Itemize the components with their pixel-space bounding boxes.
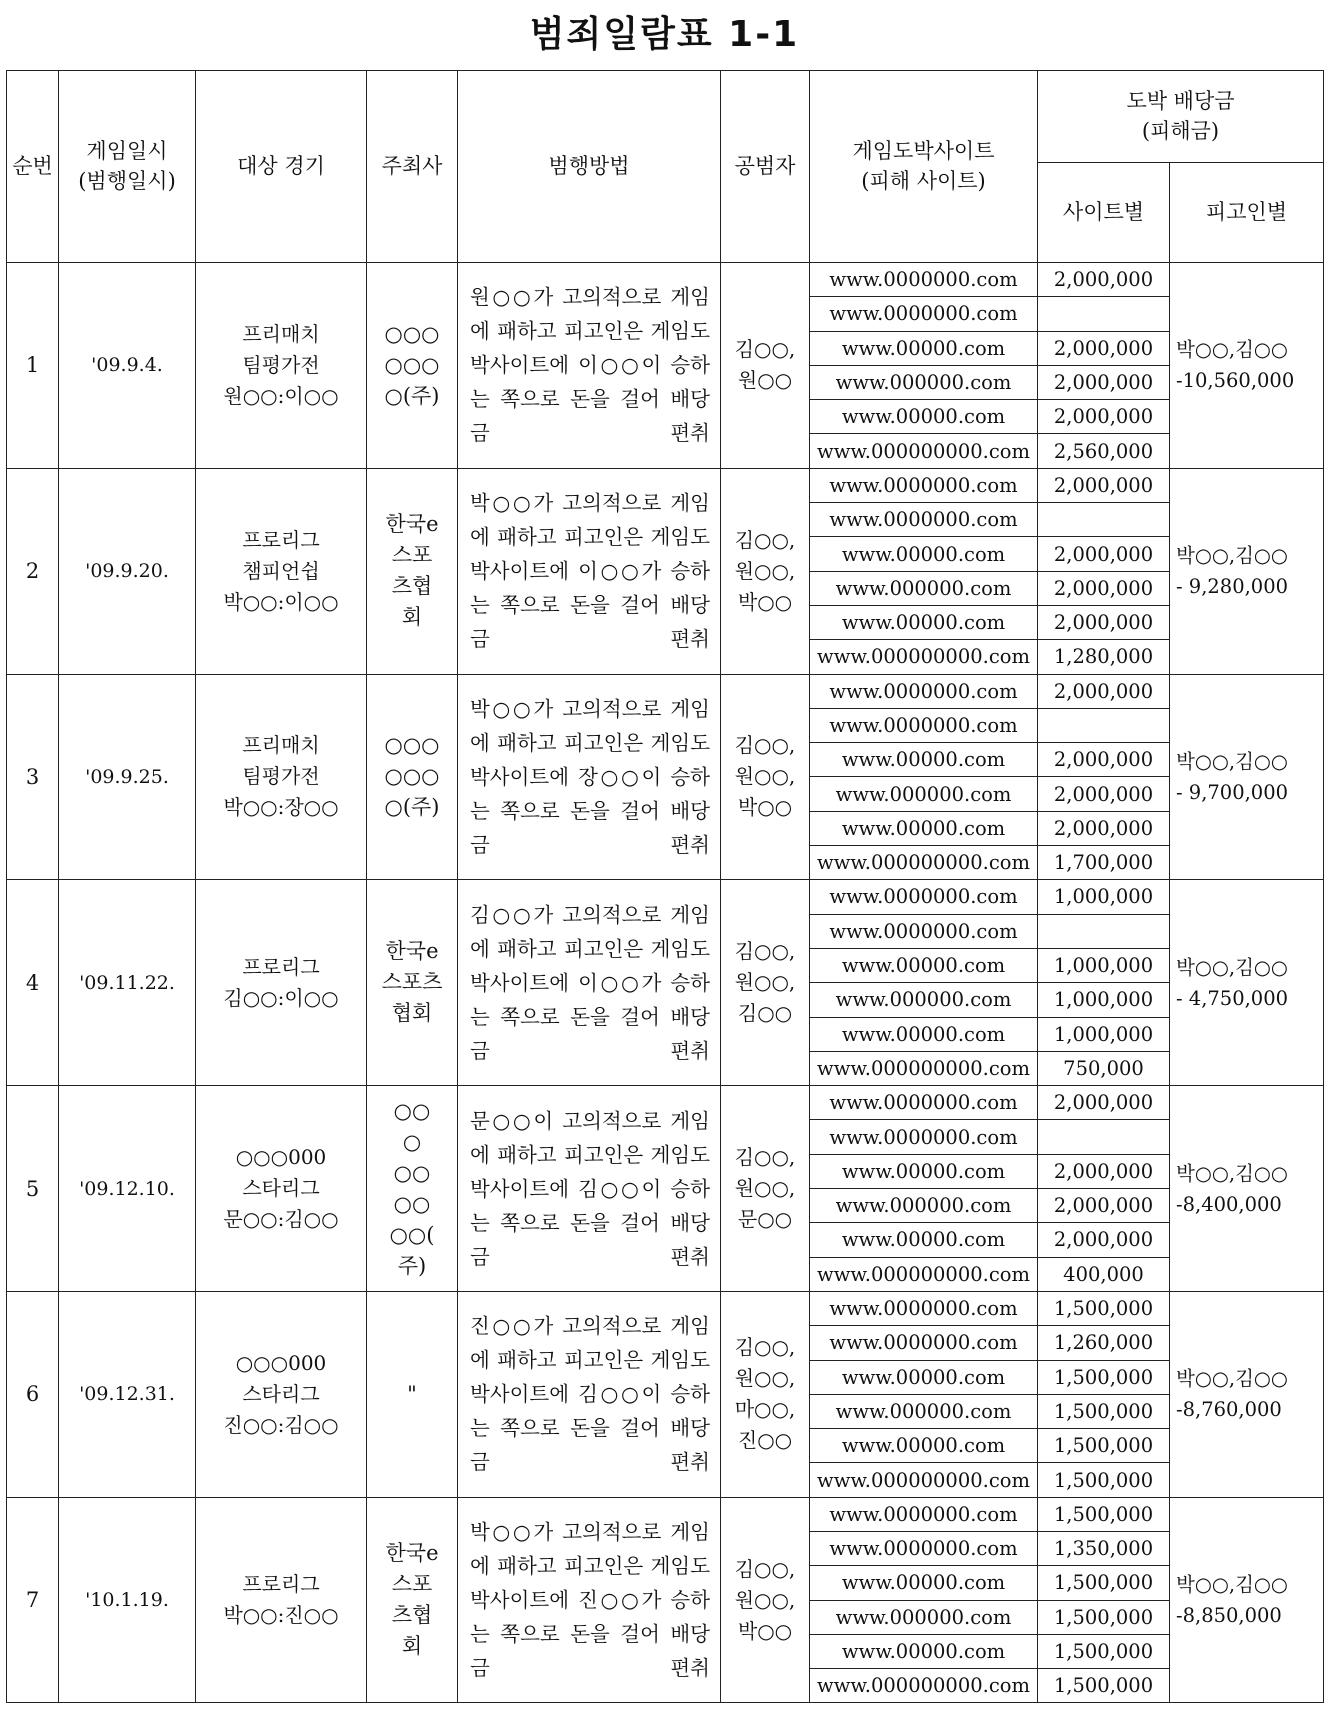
page-title: 범죄일람표 1-1 (529, 14, 800, 55)
amount-cell: 2,000,000 (1038, 1189, 1170, 1223)
amount-cell: 1,000,000 (1038, 948, 1170, 982)
match-line: 박○○:진○○ (223, 1603, 339, 1628)
row-number: 7 (7, 1497, 59, 1703)
accomplice-line: 원○○, (734, 558, 796, 583)
header-date (59, 71, 196, 263)
host-cell (367, 880, 458, 1086)
match-line: 스타리그 (242, 1381, 320, 1406)
header-payout (1038, 71, 1324, 163)
accomplice-line: 김○○ (737, 1001, 793, 1026)
amount-cell: 1,350,000 (1038, 1531, 1170, 1565)
host-line: 한국e (385, 939, 439, 964)
accomplice-line: 김○○, (734, 939, 796, 964)
match-cell (196, 880, 367, 1086)
header-date-line2: (범행일시) (78, 168, 176, 193)
total-line: - 9,280,000 (1176, 575, 1289, 599)
site-cell: www.0000000.com (810, 708, 1038, 742)
header-payout-line1: 도박 배당금 (1126, 89, 1235, 114)
host-line: ○ (402, 1129, 422, 1154)
accomplice-cell (721, 468, 810, 674)
site-cell: www.00000.com (810, 1017, 1038, 1051)
header-host: 주최사 (367, 71, 458, 263)
accomplice-line: 박○○ (737, 589, 793, 614)
site-cell: www.0000000.com (810, 468, 1038, 502)
site-cell: www.000000.com (810, 777, 1038, 811)
amount-cell: 1,500,000 (1038, 1429, 1170, 1463)
accomplice-line: 김○○, (734, 1335, 796, 1360)
defendant-total-cell (1170, 880, 1324, 1086)
accomplice-line: 김○○, (734, 337, 796, 362)
accomplice-line: 김○○, (734, 1145, 796, 1170)
amount-cell: 2,000,000 (1038, 331, 1170, 365)
row-number: 4 (7, 880, 59, 1086)
site-cell: www.00000.com (810, 743, 1038, 777)
site-cell: www.00000.com (810, 1223, 1038, 1257)
method-cell: 문○○이 고의적으로 게임에 패하고 피고인은 게임도박사이트에 김○○이 승하는 쪽으로 돈을 걸어 배당금 편취 (458, 1086, 721, 1292)
amount-cell: 1,000,000 (1038, 1017, 1170, 1051)
header-seq: 순번 (7, 71, 59, 263)
amount-cell: 1,500,000 (1038, 1394, 1170, 1428)
host-cell (367, 674, 458, 880)
amount-cell: 2,000,000 (1038, 537, 1170, 571)
site-cell: www.00000.com (810, 605, 1038, 639)
method-cell: 박○○가 고의적으로 게임에 패하고 피고인은 게임도박사이트에 장○○이 승하는 쪽으로 돈을 걸어 배당금 편취 (458, 674, 721, 880)
match-cell (196, 674, 367, 880)
site-cell: www.000000000.com (810, 1257, 1038, 1291)
accomplice-line: 원○○, (734, 1366, 796, 1391)
amount-cell: 2,000,000 (1038, 1223, 1170, 1257)
site-cell: www.00000.com (810, 537, 1038, 571)
amount-cell: 2,000,000 (1038, 605, 1170, 639)
amount-cell: 1,500,000 (1038, 1291, 1170, 1325)
defendant-total-cell (1170, 468, 1324, 674)
match-cell (196, 1086, 367, 1292)
accomplice-cell (721, 674, 810, 880)
defendant-total-cell (1170, 1291, 1324, 1497)
host-line: 스포 (391, 543, 433, 568)
amount-cell (1038, 503, 1170, 537)
defendant-total-cell (1170, 1086, 1324, 1292)
total-line: 박○○,김○○ (1176, 1573, 1288, 1597)
header-by-site: 사이트별 (1038, 163, 1170, 263)
amount-cell: 2,000,000 (1038, 1154, 1170, 1188)
table-body (7, 263, 1324, 1703)
site-cell: www.000000000.com (810, 1669, 1038, 1703)
site-cell: www.00000.com (810, 1360, 1038, 1394)
accomplice-line: 박○○ (737, 795, 793, 820)
host-line: 회 (401, 605, 423, 630)
amount-cell: 1,500,000 (1038, 1360, 1170, 1394)
host-line: ○○ (393, 1098, 431, 1123)
accomplice-cell (721, 263, 810, 469)
accomplice-line: 원○○ (737, 368, 793, 393)
host-cell (367, 263, 458, 469)
accomplice-line: 진○○ (737, 1428, 793, 1453)
host-cell (367, 468, 458, 674)
match-line: 원○○:이○○ (223, 383, 339, 408)
match-line: 김○○:이○○ (223, 985, 339, 1010)
game-date: '09.11.22. (59, 880, 196, 1086)
match-cell (196, 1497, 367, 1703)
accomplice-cell (721, 1086, 810, 1292)
site-cell: www.0000000.com (810, 503, 1038, 537)
host-line: ○○( (389, 1222, 435, 1247)
match-line: 프로리그 (242, 954, 320, 979)
table-row (7, 1291, 1324, 1325)
total-line: - 4,750,000 (1176, 986, 1289, 1010)
host-line: 주) (397, 1253, 427, 1278)
row-number: 2 (7, 468, 59, 674)
defendant-total-cell (1170, 1497, 1324, 1703)
host-line: ○(주) (384, 795, 440, 820)
method-cell: 김○○가 고의적으로 게임에 패하고 피고인은 게임도박사이트에 이○○가 승하는 쪽으로 돈을 걸어 배당금 편취 (458, 880, 721, 1086)
accomplice-line: 김○○, (734, 733, 796, 758)
game-date: '09.9.4. (59, 263, 196, 469)
accomplice-line: 마○○, (734, 1397, 796, 1422)
site-cell: www.0000000.com (810, 1291, 1038, 1325)
accomplice-line: 원○○, (734, 1176, 796, 1201)
site-cell: www.000000.com (810, 1189, 1038, 1223)
header-method: 범행방법 (458, 71, 721, 263)
match-line: 박○○:이○○ (223, 589, 339, 614)
site-cell: www.000000000.com (810, 846, 1038, 880)
accomplice-line: 김○○, (734, 1556, 796, 1581)
amount-cell: 2,000,000 (1038, 571, 1170, 605)
site-cell: www.0000000.com (810, 1086, 1038, 1120)
header-site-line1: 게임도박사이트 (852, 139, 995, 164)
match-cell (196, 1291, 367, 1497)
table-row (7, 880, 1324, 914)
host-line: ○(주) (384, 383, 440, 408)
row-number: 5 (7, 1086, 59, 1292)
site-cell: www.00000.com (810, 1429, 1038, 1463)
host-line: ○○ (393, 1191, 431, 1216)
accomplice-line: 원○○, (734, 1587, 796, 1612)
match-line: 프로리그 (242, 527, 320, 552)
defendant-total-cell (1170, 674, 1324, 880)
match-line: 프로리그 (242, 1572, 320, 1597)
method-cell: 진○○가 고의적으로 게임에 패하고 피고인은 게임도박사이트에 김○○이 승하는 쪽으로 돈을 걸어 배당금 편취 (458, 1291, 721, 1497)
site-cell: www.0000000.com (810, 297, 1038, 331)
amount-cell: 2,000,000 (1038, 365, 1170, 399)
match-line: 팀평가전 (242, 352, 320, 377)
row-number: 3 (7, 674, 59, 880)
defendant-total-cell (1170, 263, 1324, 469)
amount-cell: 2,000,000 (1038, 777, 1170, 811)
site-cell: www.000000.com (810, 365, 1038, 399)
table-row (7, 1497, 1324, 1531)
host-cell (367, 1497, 458, 1703)
site-cell: www.000000.com (810, 983, 1038, 1017)
amount-cell: 2,000,000 (1038, 468, 1170, 502)
site-cell: www.00000.com (810, 1154, 1038, 1188)
site-cell: www.0000000.com (810, 1497, 1038, 1531)
accomplice-line: 김○○, (734, 527, 796, 552)
total-line: 박○○,김○○ (1176, 338, 1288, 362)
site-cell: www.0000000.com (810, 263, 1038, 297)
match-line: 문○○:김○○ (223, 1207, 339, 1232)
game-date: '09.9.25. (59, 674, 196, 880)
host-line: 협회 (391, 1001, 433, 1026)
site-cell: www.0000000.com (810, 674, 1038, 708)
amount-cell: 1,700,000 (1038, 846, 1170, 880)
site-cell: www.0000000.com (810, 880, 1038, 914)
site-cell: www.00000.com (810, 1634, 1038, 1668)
site-cell: www.00000.com (810, 400, 1038, 434)
amount-cell: 1,500,000 (1038, 1463, 1170, 1497)
host-line: " (407, 1381, 417, 1406)
host-line: 츠협 (391, 1603, 433, 1628)
amount-cell: 1,500,000 (1038, 1634, 1170, 1668)
accomplice-line: 원○○, (734, 764, 796, 789)
amount-cell: 2,000,000 (1038, 1086, 1170, 1120)
host-line: ○○○ (384, 352, 440, 377)
accomplice-cell (721, 1497, 810, 1703)
match-line: 팀평가전 (242, 764, 320, 789)
site-cell: www.00000.com (810, 331, 1038, 365)
total-line: -8,400,000 (1176, 1192, 1282, 1216)
amount-cell: 1,500,000 (1038, 1566, 1170, 1600)
table-row (7, 468, 1324, 502)
host-line: 츠협 (391, 574, 433, 599)
method-cell: 박○○가 고의적으로 게임에 패하고 피고인은 게임도박사이트에 이○○가 승하는 쪽으로 돈을 걸어 배당금 편취 (458, 468, 721, 674)
total-line: - 9,700,000 (1176, 780, 1289, 804)
amount-cell: 2,000,000 (1038, 400, 1170, 434)
amount-cell: 2,000,000 (1038, 263, 1170, 297)
site-cell: www.000000000.com (810, 1051, 1038, 1085)
host-cell (367, 1291, 458, 1497)
total-line: 박○○,김○○ (1176, 1161, 1288, 1185)
header-date-line1: 게임일시 (86, 139, 168, 164)
amount-cell: 1,000,000 (1038, 880, 1170, 914)
accomplice-line: 문○○ (737, 1207, 793, 1232)
table-row (7, 1086, 1324, 1120)
total-line: 박○○,김○○ (1176, 544, 1288, 568)
amount-cell: 1,280,000 (1038, 640, 1170, 674)
host-line: ○○○ (384, 733, 440, 758)
amount-cell: 2,560,000 (1038, 434, 1170, 468)
site-cell: www.000000000.com (810, 640, 1038, 674)
game-date: '10.1.19. (59, 1497, 196, 1703)
accomplice-line: 박○○ (737, 1618, 793, 1643)
host-cell (367, 1086, 458, 1292)
site-cell: www.000000.com (810, 1600, 1038, 1634)
match-line: 스타리그 (242, 1176, 320, 1201)
site-cell: www.00000.com (810, 1566, 1038, 1600)
amount-cell (1038, 914, 1170, 948)
host-line: ○○ (393, 1160, 431, 1185)
header-accomplice: 공범자 (721, 71, 810, 263)
crime-table (6, 70, 1324, 1703)
host-line: 회 (401, 1634, 423, 1659)
host-line: 한국e (385, 1541, 439, 1566)
amount-cell: 1,000,000 (1038, 983, 1170, 1017)
amount-cell: 1,260,000 (1038, 1326, 1170, 1360)
site-cell: www.000000000.com (810, 1463, 1038, 1497)
table-row (7, 263, 1324, 297)
game-date: '09.9.20. (59, 468, 196, 674)
match-line: 진○○:김○○ (223, 1412, 339, 1437)
host-line: 스포츠 (381, 970, 443, 995)
site-cell: www.000000000.com (810, 434, 1038, 468)
amount-cell (1038, 708, 1170, 742)
table-row (7, 674, 1324, 708)
total-line: 박○○,김○○ (1176, 955, 1288, 979)
site-cell: www.00000.com (810, 811, 1038, 845)
accomplice-cell (721, 1291, 810, 1497)
match-line: 프리매치 (242, 321, 320, 346)
method-cell: 박○○가 고의적으로 게임에 패하고 피고인은 게임도박사이트에 진○○가 승하는 쪽으로 돈을 걸어 배당금 편취 (458, 1497, 721, 1703)
host-line: ○○○ (384, 321, 440, 346)
amount-cell: 750,000 (1038, 1051, 1170, 1085)
amount-cell: 1,500,000 (1038, 1669, 1170, 1703)
total-line: -8,850,000 (1176, 1604, 1282, 1628)
site-cell: www.00000.com (810, 948, 1038, 982)
match-line: ○○○000 (235, 1350, 327, 1375)
match-line: 프리매치 (242, 733, 320, 758)
accomplice-cell (721, 880, 810, 1086)
site-cell: www.000000.com (810, 571, 1038, 605)
game-date: '09.12.10. (59, 1086, 196, 1292)
match-line: 챔피언쉽 (242, 558, 320, 583)
host-line: 스포 (391, 1572, 433, 1597)
match-line: ○○○000 (235, 1145, 327, 1170)
total-line: 박○○,김○○ (1176, 1367, 1288, 1391)
total-line: -8,760,000 (1176, 1398, 1282, 1422)
amount-cell (1038, 1120, 1170, 1154)
host-line: ○○○ (384, 764, 440, 789)
site-cell: www.0000000.com (810, 1326, 1038, 1360)
header-payout-line2: (피해금) (1141, 118, 1220, 143)
match-cell (196, 468, 367, 674)
site-cell: www.000000.com (810, 1394, 1038, 1428)
row-number: 1 (7, 263, 59, 469)
total-line: -10,560,000 (1176, 369, 1295, 393)
amount-cell (1038, 297, 1170, 331)
site-cell: www.0000000.com (810, 914, 1038, 948)
match-cell (196, 263, 367, 469)
accomplice-line: 원○○, (734, 970, 796, 995)
amount-cell: 400,000 (1038, 1257, 1170, 1291)
amount-cell: 2,000,000 (1038, 811, 1170, 845)
host-line: 한국e (385, 512, 439, 537)
total-line: 박○○,김○○ (1176, 749, 1288, 773)
row-number: 6 (7, 1291, 59, 1497)
match-line: 박○○:장○○ (223, 795, 339, 820)
site-cell: www.0000000.com (810, 1531, 1038, 1565)
method-cell: 원○○가 고의적으로 게임에 패하고 피고인은 게임도박사이트에 이○○이 승하는 쪽으로 돈을 걸어 배당금 편취 (458, 263, 721, 469)
site-cell: www.0000000.com (810, 1120, 1038, 1154)
amount-cell: 1,500,000 (1038, 1600, 1170, 1634)
header-by-defendant: 피고인별 (1170, 163, 1324, 263)
header-match: 대상 경기 (196, 71, 367, 263)
game-date: '09.12.31. (59, 1291, 196, 1497)
header-site-line2: (피해 사이트) (861, 168, 986, 193)
amount-cell: 2,000,000 (1038, 743, 1170, 777)
header-site (810, 71, 1038, 263)
amount-cell: 1,500,000 (1038, 1497, 1170, 1531)
amount-cell: 2,000,000 (1038, 674, 1170, 708)
